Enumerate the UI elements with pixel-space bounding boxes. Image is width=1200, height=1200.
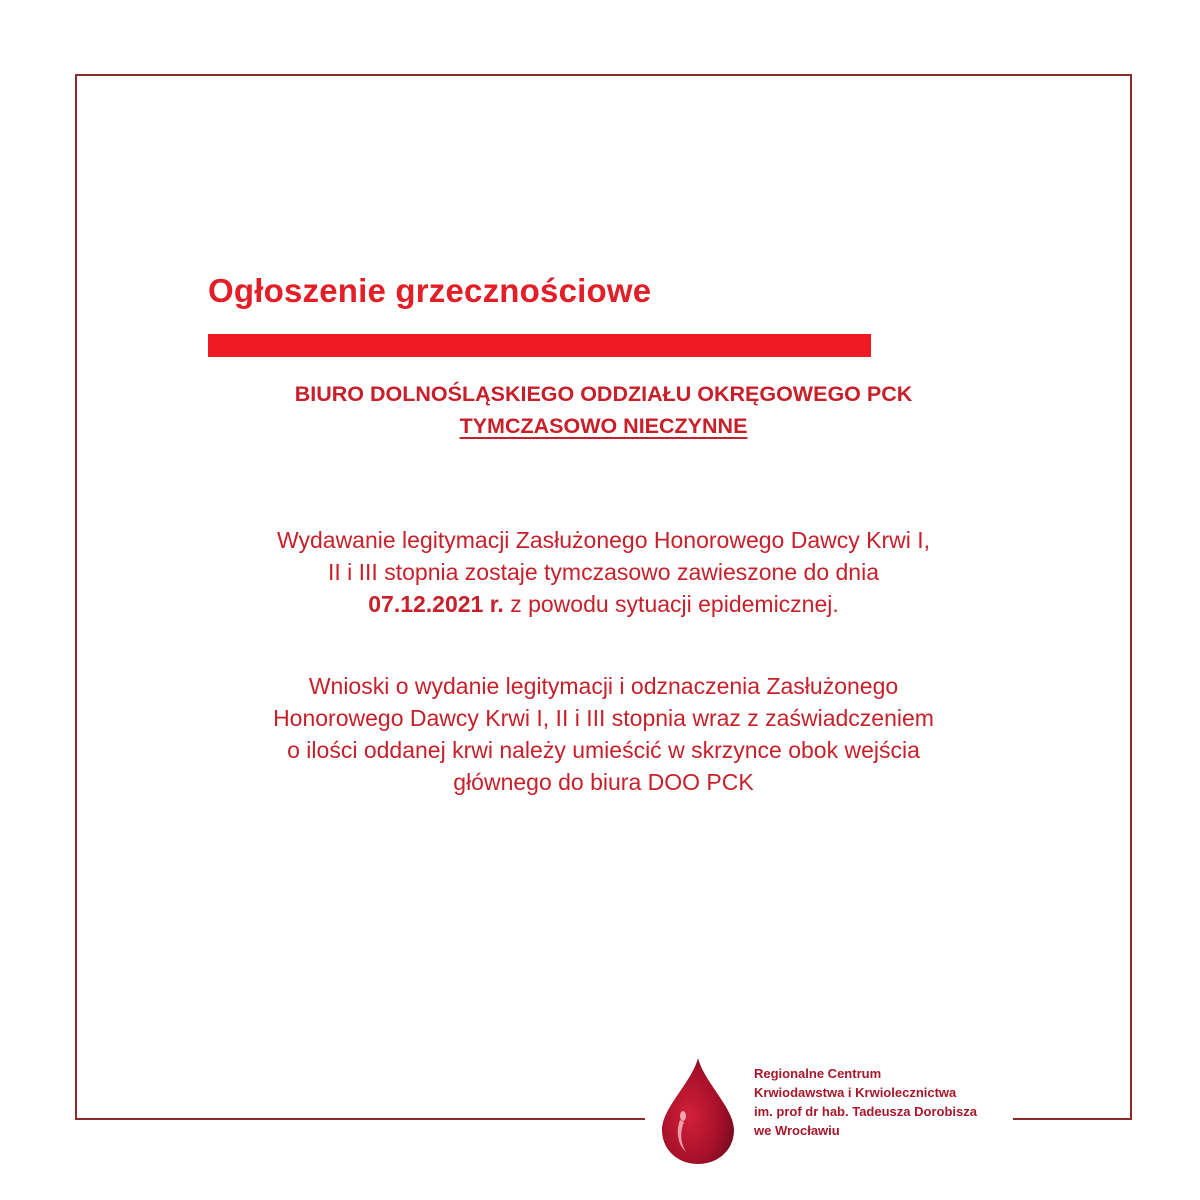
- suspension-reason: z powodu sytuacji epidemicznej.: [503, 591, 839, 617]
- heading-underline-bar: [208, 334, 871, 357]
- blood-drop-icon: [660, 1056, 736, 1166]
- notice-line-closed: TYMCZASOWO NIECZYNNE: [459, 414, 748, 438]
- paragraph-suspension: [77, 524, 1130, 620]
- frame-border-bottom-left: [75, 1118, 645, 1120]
- logo-text-line-4: we Wrocławiu: [754, 1123, 840, 1138]
- logo-text: [754, 1064, 977, 1140]
- suspension-date: 07.12.2021 r.: [368, 591, 504, 617]
- paragraph-suspension-line-1: Wydawanie legitymacji Zasłużonego Honorowego Dawcy Krwi I,: [276, 527, 931, 553]
- paragraph-applications-line-3: o ilości oddanej krwi należy umieścić w skrzynce obok wejścia: [287, 737, 920, 763]
- paragraph-applications-line-4: głównego do biura DOO PCK: [453, 769, 754, 795]
- logo-text-line-1: Regionalne Centrum: [754, 1066, 882, 1081]
- frame-border-bottom-right: [1013, 1118, 1132, 1120]
- page-title: Ogłoszenie grzecznościowe: [208, 272, 652, 309]
- notice-line-office: BIURO DOLNOŚLĄSKIEGO ODDZIAŁU OKRĘGOWEGO PCK: [294, 382, 913, 406]
- frame-border-top: [75, 74, 1132, 76]
- logo-text-line-3: im. prof dr hab. Tadeusza Dorobisza: [754, 1104, 977, 1119]
- paragraph-applications-line-2: Honorowego Dawcy Krwi I, II i III stopnia wraz z zaświadczeniem: [273, 705, 934, 731]
- paragraph-suspension-line-3: [77, 588, 1130, 620]
- office-closed-notice: [77, 378, 1130, 442]
- logo-text-line-2: Krwiodawstwa i Krwiolecznictwa: [754, 1085, 957, 1100]
- paragraph-applications: [77, 670, 1130, 798]
- frame-border-right: [1130, 74, 1132, 1120]
- paragraph-suspension-line-2: II i III stopnia zostaje tymczasowo zawieszone do dnia: [327, 559, 879, 585]
- paragraph-applications-line-1: Wnioski o wydanie legitymacji i odznaczenia Zasłużonego: [308, 673, 899, 699]
- rckik-logo: [650, 1048, 1010, 1188]
